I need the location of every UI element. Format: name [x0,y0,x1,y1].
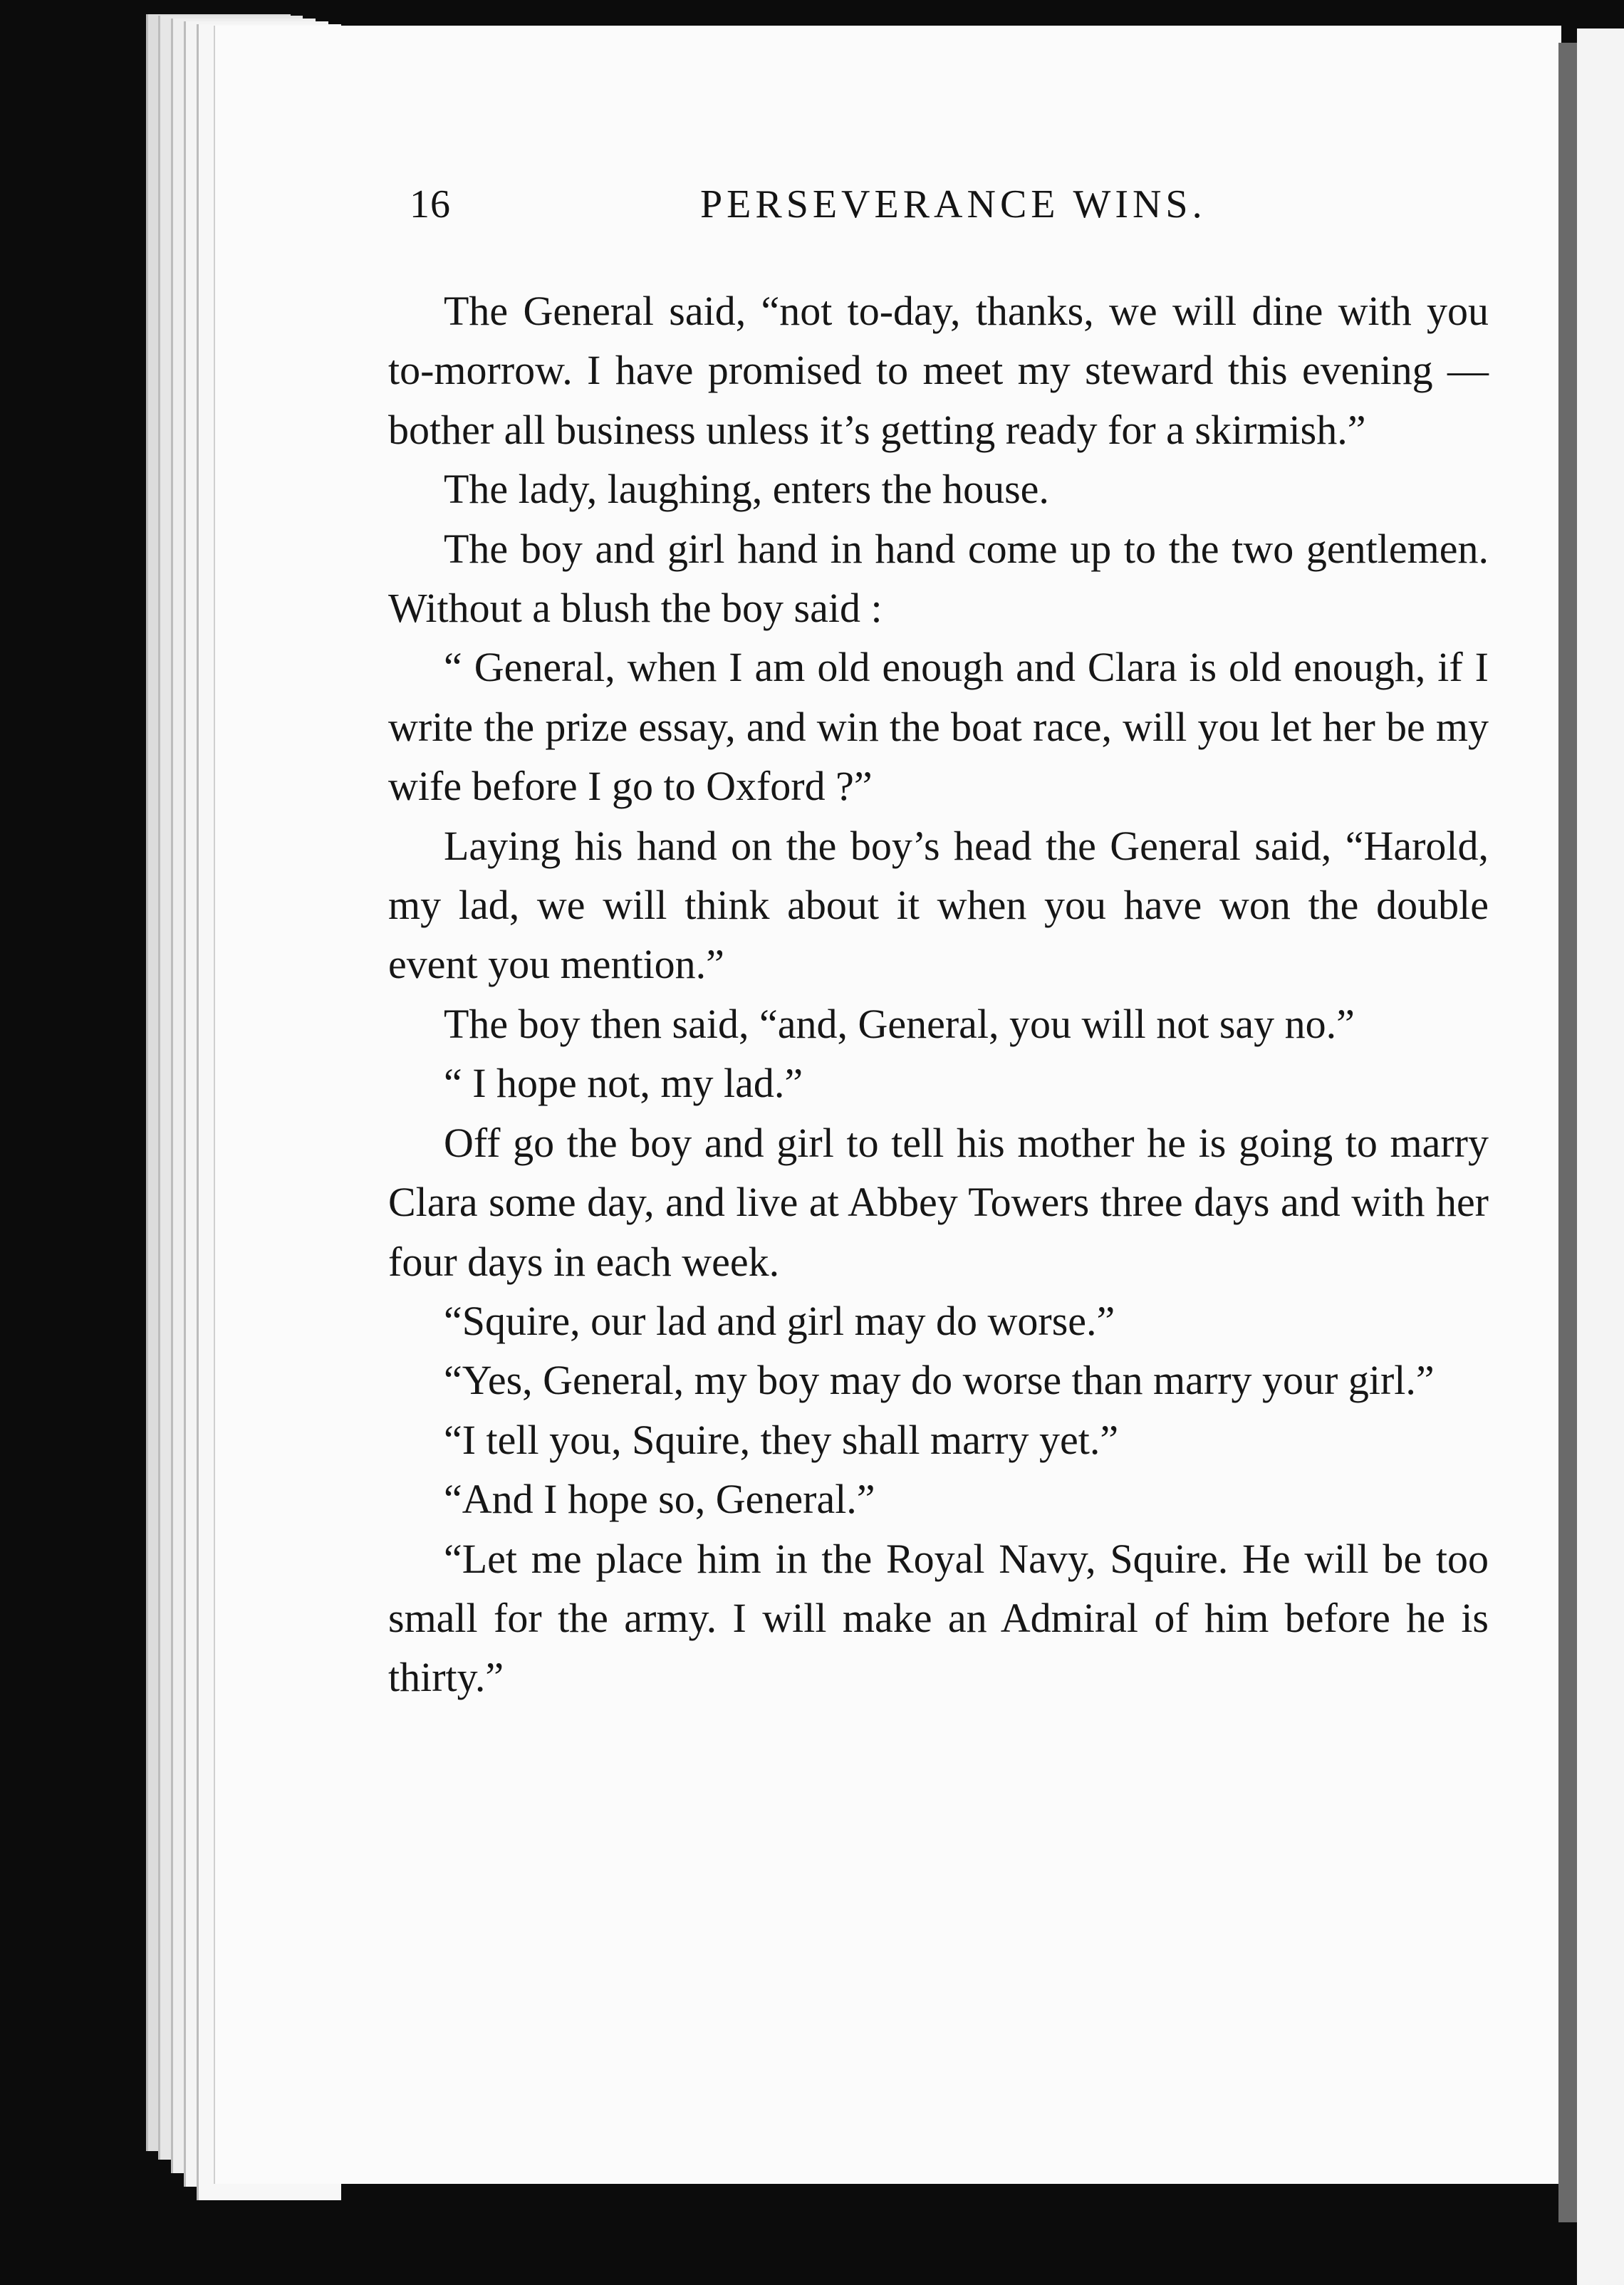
page-header [410,182,1264,246]
book-gutter [1558,43,1577,2222]
running-title: PERSEVERANCE WINS. [700,182,1207,227]
page-number: 16 [410,182,451,227]
paragraph: “I tell you, Squire, they shall marry yet.” [444,1416,1119,1463]
paragraph: “ I hope not, my lad.” [444,1060,803,1107]
paragraph: The General said, “not to-day, thanks, we will dine with you to-morrow. I have promised to meet my steward this evening —bother all business unless it’s getting ready for a skirmish.” [388,288,1489,453]
paragraph: The boy and girl hand in hand come up to the two gentlemen. Without a blush the boy said : [388,525,1489,632]
paragraph: “ General, when I am old enough and Clara is old enough, if I write the prize essay, and win the boat race, will you let her be my wife before I go to Oxford ?” [388,644,1489,810]
body-text [388,281,1489,1707]
paragraph: Off go the boy and girl to tell his mother he is going to marry Clara some day, and live at Abbey Towers three days and with her four days in each week. [388,1119,1489,1285]
paragraph: “Squire, our lad and girl may do worse.” [444,1297,1115,1344]
paragraph: The boy then said, “and, General, you will not say no.” [444,1000,1355,1047]
paragraph: “Let me place him in the Royal Navy, Squire. He will be too small for the army. I will make an Admiral of him before he is thirty.” [388,1535,1489,1701]
paragraph: “Yes, General, my boy may do worse than marry your girl.” [444,1357,1435,1404]
facing-page-edge [1577,28,1624,2285]
paragraph: The lady, laughing, enters the house. [444,466,1049,513]
paragraph: Laying his hand on the boy’s head the General said, “Harold, my lad, we will think about it when you have won the double event you mention.” [388,822,1489,988]
paragraph: “And I hope so, General.” [444,1476,875,1523]
